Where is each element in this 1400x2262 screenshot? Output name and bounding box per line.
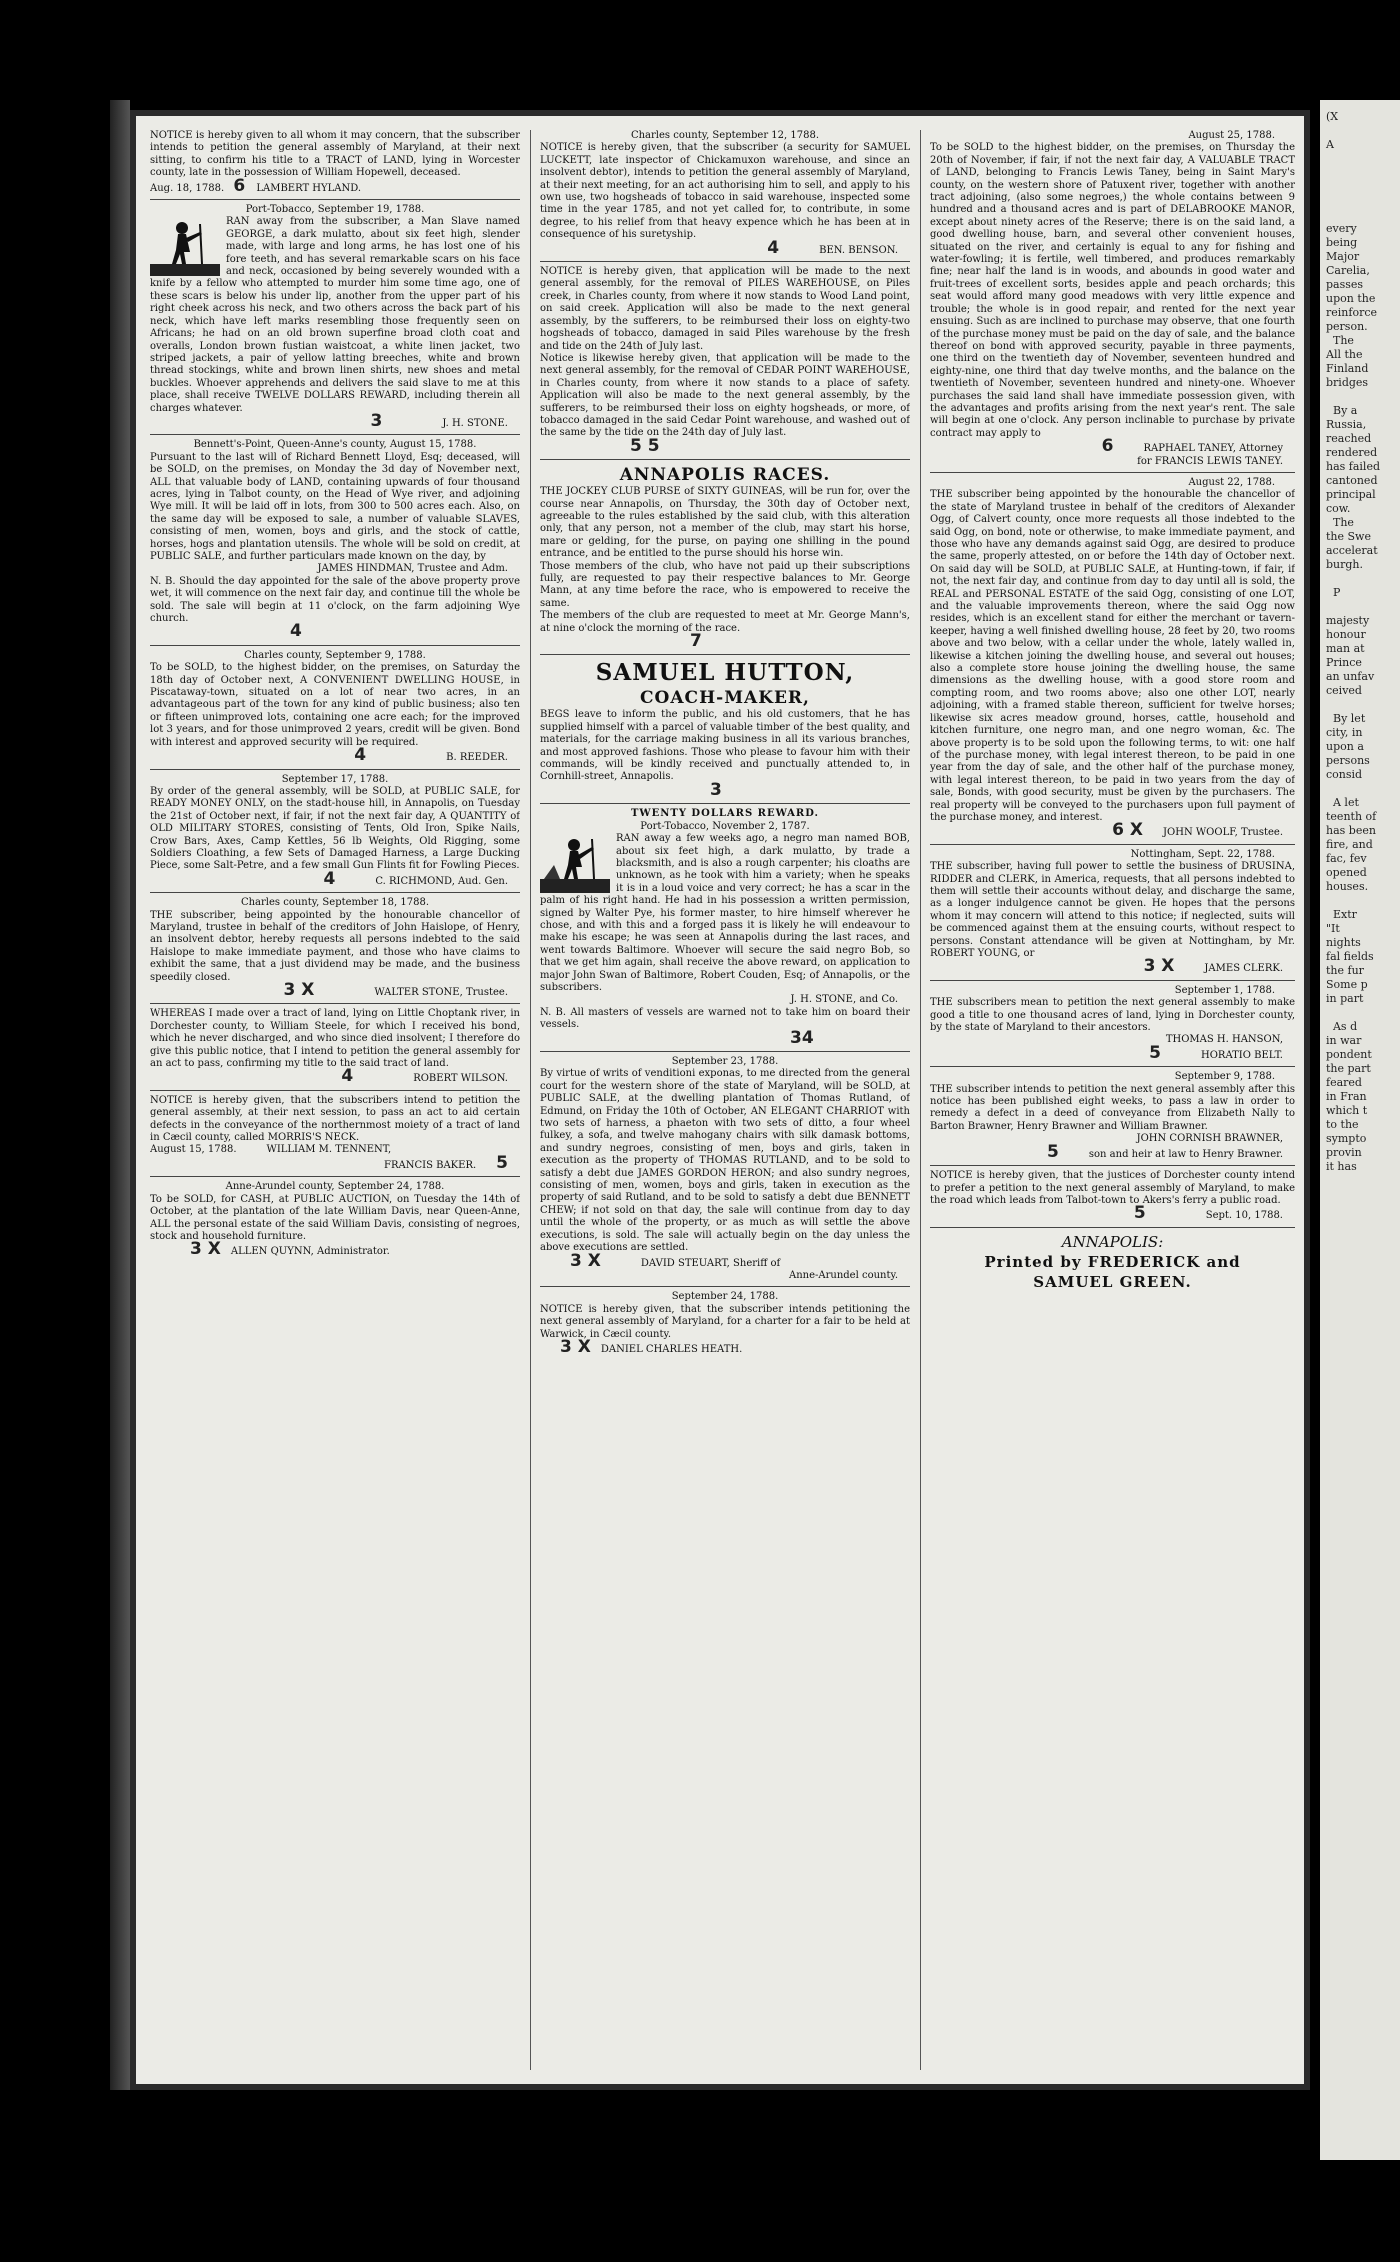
ad-date: Aug. 18, 1788. bbox=[150, 182, 225, 194]
ink-mark: 5 5 bbox=[630, 435, 660, 456]
divider bbox=[150, 434, 520, 435]
ad-signature-2: Anne-Arundel county. bbox=[789, 1269, 898, 1281]
facing-page-text: (X A every being Major Carelia, passes upon the reinforce person. The All the Finland bridges By a Russia, reached rendered has failed cantoned principal cow. The the Swe accelerat burgh. P majesty honour man at Prince an unfav ceived By let city, in upon a persons consid A let teenth of has been fire, and fac, fev opened houses. Extr "It nights fal fields the fur Some p in part As d in war pondent the part feared in Fran which t to the sympto provin it has bbox=[1326, 110, 1381, 1173]
ink-mark: 3 X bbox=[570, 1250, 601, 1271]
divider bbox=[540, 459, 910, 460]
ad-body: To be SOLD, to the highest bidder, on the premises, on Saturday the 18th day of October next, A CONVENIENT DWELLING HOUSE, in Piscataway-town, situated on a lot of near two acres, in an advantageous part of the town for any kind of public business; also ten or fifteen unimproved lots, containing one acre each; for the improved lot 3 years, and for those unimproved 2 years, credit will be given. Bond with interest and approved security will be required. bbox=[150, 662, 520, 748]
ad-signature-2: son and heir at law to Henry Brawner. bbox=[1088, 1148, 1283, 1160]
ad-dorchester-road bbox=[930, 1170, 1295, 1223]
ad-dateline: Charles county, September 9, 1788. bbox=[244, 649, 426, 661]
ad-body: THE subscriber being appointed by the honourable the chancellor of the state of Maryland trustee in behalf of the creditors of Alexander Ogg, of Calvert county, once more requests all those indebted to the said Ogg, on bond, note or otherwise, to make immediate payment, and those who have any demands against said Ogg, are desired to produce the same, properly attested, on or before the 14th day of October next. On said day will be SOLD, at PUBLIC SALE, at Hunting-town, if fair, if not, the next fair day, and continue from day to day until all is sold, the REAL and PERSONAL ESTATE of the said Ogg, consisting of one LOT, and the valuable improvements thereon, where the said Ogg now resides, which is an excellent stand for either the merchant or tavern-keeper, having a well finished dwelling house, 28 feet by 20, two rooms above and two below, with a cellar under the whole, lately walled in, likewise a kitchen joining the dwelling house, and several out houses; also a complete store house joining the dwelling house, the same dimensions as the dwelling house, with a good store room and compting room, and two rooms above; also one other LOT, nearly adjoining, with a framed stable thereon, sufficient for twelve horses; likewise six acres meadow ground, horses, cattle, household and kitchen furniture, one negro man, and one negro woman, &c. The above property is to be sold upon the following terms, to wit: one half of the purchase money, with legal interest thereon, to be paid in one year from the day of sale, and the other half of the purchase money, with legal interest thereon, to be paid in two years from the day of sale, Bonds, with good security, must be given by the purchasers. The real property will be conveyed to the purchasers upon full payment of the purchase money, and interest. bbox=[930, 489, 1295, 823]
ad-signature: ROBERT WILSON. bbox=[413, 1073, 508, 1085]
ad-dateline: September 24, 1788. bbox=[671, 1291, 779, 1303]
ad-dateline: Port-Tobacco, November 2, 1787. bbox=[640, 820, 810, 832]
ink-mark: 5 bbox=[496, 1152, 508, 1173]
ad-body: NOTICE is hereby given, that the subscriber intends petitioning the next general assembly of Maryland, for a charter for a fair to be held at Warwick, in Cæcil county. bbox=[540, 1303, 910, 1340]
divider bbox=[930, 980, 1295, 981]
ink-mark: 4 bbox=[323, 868, 336, 889]
ad-quynn bbox=[150, 1181, 520, 1258]
ad-body: By order of the general assembly, will be SOLD, at PUBLIC SALE, for READY MONEY ONLY, on the stadt-house hill, in Annapolis, on Tuesday the 21st of October next, if fair, if not the next fair day, A QUANTITY of OLD MILITARY STORES, consisting of Tents, Old Iron, Spike Nails, Crow Bars, Axes, Camp Kettles, 56 lb Weights, Old Rigging, some Soldiers Cloathing, a few Sets of Damaged Harness, a Large Ducking Piece, some Salt-Petre, and a few small Gun Flints fit for Fowling Pieces. bbox=[150, 785, 520, 872]
ad-body: NOTICE is hereby given, that application will be made to the next general assembly, for the removal of PILES WAREHOUSE, on Piles creek, in Charles county, from where it now stands to Wood Land point, on said creek. Application will also be made to the next general assembly, by the sufferers, to be reimbursed their loss on eighty-two hogsheads of tobacco, damaged in said Piles warehouse by the fresh and tide on the 24th of July last. bbox=[540, 266, 910, 352]
facing-page-edge bbox=[1320, 100, 1400, 2160]
divider bbox=[150, 769, 520, 770]
ad-hutton bbox=[540, 659, 910, 799]
ad-dateline: Bennett's-Point, Queen-Anne's county, August 15, 1788. bbox=[193, 439, 477, 451]
ad-signature: LAMBERT HYLAND. bbox=[256, 182, 362, 194]
ad-dateline: September 17, 1788. bbox=[281, 773, 389, 785]
ad-body: NOTICE is hereby given, that the justices of Dorchester county intend to prefer a petition to the next general assembly of Maryland, to make the road which leads from Talbot-town to Akers's ferry a public road. bbox=[930, 1170, 1295, 1206]
ad-dateline: September 1, 1788. bbox=[1174, 984, 1275, 996]
ad-body: BEGS leave to inform the public, and his old customers, that he has supplied himself with a parcel of valuable timber of the best quality, and materials, for the carriage making business in all its various branches, and most approved fashions. Those who please to favour him with their commands, will be kindly received and punctually attended to, in Cornhill-street, Annapolis. bbox=[540, 709, 910, 783]
ad-heading: SAMUEL HUTTON, bbox=[595, 659, 855, 687]
ad-dateline: Charles county, September 12, 1788. bbox=[630, 130, 820, 141]
ad-body: NOTICE is hereby given, that the subscribers intend to petition the general assembly, at their next session, to pass an act to aid certain defects in the conveyance of the northernmost moiety of a tract of land in Cæcil county, called MORRIS'S NECK. bbox=[150, 1094, 520, 1144]
ink-mark: 7 bbox=[690, 631, 702, 652]
ad-signature-2: for FRANCIS LEWIS TANEY. bbox=[1137, 455, 1283, 467]
ad-steuart bbox=[540, 1056, 910, 1282]
divider bbox=[150, 645, 520, 646]
ad-signature: DAVID STEUART, Sheriff of bbox=[640, 1257, 781, 1269]
ad-body: THE JOCKEY CLUB PURSE of SIXTY GUINEAS, will be run for, over the course near Annapolis, on Thursday, the 30th day of October next, agreeable to the rules established by the said club, with this alteration only, that any person, not a member of the club, may start his horse, mare or gelding, for the purse, on paying one shilling in the pound entrance, and be entitled to the purse should his horse win. bbox=[540, 486, 910, 560]
divider bbox=[930, 844, 1295, 845]
ad-reeder bbox=[150, 650, 520, 765]
ad-body-2: Notice is likewise hereby given, that application will be made to the next general assembly, for the removal of CEDAR POINT WAREHOUSE, in Charles county, from where it now stands to a place of safety. Application will also be made to the next general assembly, by the sufferers, to be reimbursed their loss on eighty hogsheads, or more, of tobacco damaged in the said Cedar Point warehouse, and washed out of the same by the tide on the 24th day of July last. bbox=[540, 352, 910, 439]
ad-subheading: COACH-MAKER, bbox=[640, 688, 810, 709]
ad-signature: BEN. BENSON. bbox=[819, 244, 898, 256]
divider bbox=[540, 1051, 910, 1052]
divider bbox=[150, 1090, 520, 1091]
imprint-printer: Printed by FREDERICK and bbox=[984, 1252, 1241, 1271]
ad-signature: WALTER STONE, Trustee. bbox=[374, 987, 508, 998]
ad-body-2: Those members of the club, who have not paid up their subscriptions fully, are requested to pay their respective balances to Mr. George Mann, at any time before the race, who is empowered to receive the same. bbox=[540, 560, 910, 609]
ad-dateline: Port-Tobacco, September 19, 1788. bbox=[245, 204, 425, 216]
runaway-figure-icon bbox=[540, 835, 610, 893]
ad-dateline: Anne-Arundel county, September 24, 1788. bbox=[225, 1181, 445, 1193]
column-2 bbox=[540, 130, 910, 2070]
ad-signature: C. RICHMOND, Aud. Gen. bbox=[375, 875, 508, 887]
divider bbox=[150, 892, 520, 893]
column-1 bbox=[150, 130, 520, 2070]
ad-body: WHEREAS I made over a tract of land, lying on Little Choptank river, in Dorchester county, to William Steele, for which I received his bond, which he never discharged, and who since died insolvent; I therefore do give this public notice, that I intend to petition the general assembly for an act to pass, confirming my title to the said tract of land. bbox=[150, 1008, 520, 1070]
ink-mark: 5 bbox=[1133, 1203, 1146, 1224]
ad-runaway-george bbox=[150, 204, 520, 430]
ad-signature: FRANCIS BAKER. bbox=[384, 1159, 477, 1171]
ink-mark: 5 bbox=[1149, 1042, 1162, 1063]
ad-hyland bbox=[150, 130, 520, 195]
column-3 bbox=[930, 130, 1295, 2070]
ad-dateline: August 25, 1788. bbox=[1188, 130, 1275, 141]
ad-body: By virtue of writs of venditioni exponas, to me directed from the general court for the western shore of the state of Maryland, will be SOLD, at PUBLIC SALE, at the dwelling plantation of Thomas Rutland, of Edmund, on Friday the 10th of October, AN ELEGANT CHARRIOT with two sets of harness, a phaeton with two sets of ditto, a four wheel fulkey, a sofa, and twelve mahogany chairs with silk damask bottoms, and sundry negroes, consisting of men, boys and girls, taken in execution as the property of THOMAS RUTLAND, and to be sold to satisfy a debt due JAMES GORDON HERON; and also sundry negroes, consisting of men, women, boys and girls, taken in execution as the property of said Rutland, and to be sold to satisfy a debt due BENNETT CHEW; if not sold on that day, the sale will continue from day to day until the whole of the property, or as much as will settle the above executions, is sold. The sale will actually begin on the day unless the above executions are settled. bbox=[540, 1068, 910, 1254]
ad-signature: B. REEDER. bbox=[446, 752, 508, 764]
ad-body: RAN away from the subscriber, a Man Slave named GEORGE, a dark mulatto, about six feet high, slender made, with large and long arms, he has lost one of his fore teeth, and has several remarkable scars on his face and neck, occasioned by being severely wounded with a knife by a fellow who attempted to murder him some time ago, one of these scars is below his under lip, another from the upper part of his right cheek across his neck, and two others across the back part of his neck, which have left marks resembling those frequently seen on Africans; he had on an old brown superfine broad cloth coat and overalls, London brown fustian waistcoat, a white linen jacket, two striped jackets, a pair of yellow latting breeches, white and brown thread stockings, white and brown linen shirts, new shoes and metal buckles. Whoever apprehends and delivers the said slave to me at this place, shall receive TWELVE DOLLARS REWARD, including therein all charges whatever. bbox=[150, 216, 520, 414]
ad-signature: J. H. STONE. bbox=[442, 417, 508, 429]
ad-signature: JAMES CLERK. bbox=[1204, 963, 1283, 975]
ad-brawner bbox=[930, 1071, 1295, 1161]
ad-dateline: August 22, 1788. bbox=[1188, 476, 1275, 488]
ad-date: Sept. 10, 1788. bbox=[1205, 1210, 1283, 1222]
ad-note: N. B. All masters of vessels are warned not to take him on board their vessels. bbox=[540, 1006, 910, 1031]
ink-mark: 3 X bbox=[283, 980, 315, 1000]
ad-heath bbox=[540, 1291, 910, 1356]
divider bbox=[150, 199, 520, 200]
ad-dateline: Nottingham, Sept. 22, 1788. bbox=[1130, 848, 1275, 860]
ad-body-3: The members of the club are requested to meet at Mr. George Mann's, at nine o'clock the morning of the race. bbox=[540, 610, 910, 634]
divider bbox=[930, 1165, 1295, 1166]
runaway-figure-icon bbox=[150, 218, 220, 276]
ink-mark: 3 bbox=[370, 410, 383, 431]
printer-imprint bbox=[930, 1232, 1295, 1292]
ad-signature-2: HORATIO BELT. bbox=[1201, 1049, 1283, 1061]
ad-body: THE subscribers mean to petition the next general assembly to make good a title to one thousand acres of land, lying in Dorchester county, by the state of Maryland to their ancestors. bbox=[930, 997, 1295, 1034]
divider bbox=[930, 1066, 1295, 1067]
ad-signature: WILLIAM M. TENNENT, bbox=[266, 1144, 392, 1156]
ad-annapolis-races bbox=[540, 464, 910, 650]
ad-body: THE subscriber, having full power to settle the business of DRUSINA, RIDDER and CLERK, in America, requests, that all persons indebted to them will settle their accounts without delay, and discharge the same, as a longer indulgence cannot be given. He hopes that the persons whom it may concern will attend to this notice; if neglected, suits will be commenced against them at the ensuing courts, without respect to persons. Constant attendance will be given at Nottingham, by Mr. ROBERT YOUNG, or bbox=[930, 861, 1295, 959]
divider bbox=[930, 472, 1295, 473]
ink-mark: 6 bbox=[233, 175, 246, 196]
ad-signature: THOMAS H. HANSON, bbox=[1165, 1034, 1283, 1046]
ink-mark: 3 bbox=[710, 779, 722, 800]
ad-piles-warehouse bbox=[540, 266, 910, 455]
divider bbox=[540, 803, 910, 804]
ad-signature: ALLEN QUYNN, Administrator. bbox=[230, 1246, 390, 1258]
ink-mark: 6 X bbox=[1112, 820, 1144, 841]
ad-walter-stone bbox=[150, 897, 520, 999]
ad-body: To be SOLD to the highest bidder, on the premises, on Thursday the 20th of November, if fair, if not the next fair day, A VALUABLE TRACT of LAND, belonging to Francis Lewis Taney, being in Saint Mary's county, on the western shore of Patuxent river, together with another tract adjoining, (also some negroes,) the whole contains between 9 hundred and a thousand acres and is part of DELABROOKE MANOR, except about ninety acres of the Reserve; there is on the said land, a good dwelling house, barn, and several other convenient houses, situated on the river, and certainly is equal to any for fishing and water-fowling; it is fertile, well timbered, and produces remarkably fine; near half the land is in woods, and abounds in good water and fruit-trees of excellent sorts, besides apple and peach orchards; this seat would afford many good meadows with very little expence and trouble; the whole is in good repair, and rented for the next year ensuing. Such as are inclined to purchase may observe, that one fourth of the purchase money must be paid on the day of sale, and the balance thereof on bond with approved security, payable in three payments, one third on the twentieth day of November, seventeen hundred and eighty-nine, one third that day twelve months, and the balance on the twentieth of November, seventeen hundred and ninety-one. Whoever purchases the said land shall have immediate possession given, with the advantages and profits arising from the next year's rent. The sale will begin at one o'clock. Any person inclinable to purchase by private contract may apply to bbox=[930, 142, 1295, 439]
column-rule-2 bbox=[920, 130, 921, 2070]
newspaper-page bbox=[130, 110, 1310, 2090]
divider bbox=[540, 1286, 910, 1287]
ad-signature: DANIEL CHARLES HEATH. bbox=[600, 1343, 743, 1355]
book-gutter bbox=[110, 100, 130, 2090]
ad-body: To be SOLD, for CASH, at PUBLIC AUCTION, on Tuesday the 14th of October, at the plantation of the late William Davis, near Queen-Anne, ALL the personal estate of the said William Davis, consisting of negroes, stock and household furniture. bbox=[150, 1193, 520, 1242]
ad-wilson bbox=[150, 1008, 520, 1085]
ad-body: THE subscriber, being appointed by the honourable chancellor of Maryland, trustee in behalf of the creditors of John Haislope, of Henry, an insolvent debtor, hereby requests all persons indebted to the said Haislope to make immediate payment, and those who have claims to exhibit the same, that a just dividend may be made, and the business speedily closed. bbox=[150, 909, 520, 983]
ad-hanson bbox=[930, 985, 1295, 1062]
ad-body: THE subscriber intends to petition the next general assembly after this notice has been published eight weeks, to pass a law in order to remedy a defect in a deed of conveyance from Elizabeth Nally to Barton Brawner, Henry Brawner and William Brawner. bbox=[930, 1083, 1295, 1132]
ad-note: N. B. Should the day appointed for the sale of the above property prove wet, it will commence on the next fair day, and continue till the whole be sold. The sale will begin at 11 o'clock, on the farm adjoining Wye church. bbox=[150, 575, 520, 625]
ad-body: Pursuant to the last will of Richard Bennett Lloyd, Esq; deceased, will be SOLD, on the premises, on Monday the 3d day of November next, ALL that valuable body of LAND, containing upwards of four thousand acres, lying in Talbot county, on the Head of Wye river, and adjoining Wye mill. It will be laid off in lots, from 300 to 500 acres each. Also, on the same day will be exposed to sale, a number of valuable SLAVES, consisting of men, women, boys and girls, and the stock of cattle, horses, hogs and plantation utensils. The whole will be sold on credit, at PUBLIC SALE, and further particulars made known on the day, by bbox=[150, 451, 520, 562]
ad-date: August 15, 1788. bbox=[150, 1144, 237, 1156]
ink-mark: 3 X bbox=[560, 1336, 591, 1357]
divider bbox=[540, 654, 910, 655]
ad-signature: JAMES HINDMAN, Trustee and Adm. bbox=[317, 563, 508, 575]
ad-runaway-bob bbox=[540, 808, 910, 1047]
ink-mark: 4 bbox=[341, 1066, 354, 1087]
ad-woolf bbox=[930, 477, 1295, 840]
ad-dateline: September 23, 1788. bbox=[671, 1056, 779, 1067]
ink-mark: 34 bbox=[790, 1027, 814, 1048]
ad-dateline: September 9, 1788. bbox=[1174, 1071, 1275, 1083]
ad-taney bbox=[930, 130, 1295, 468]
ink-mark: 6 bbox=[1101, 436, 1114, 457]
ad-dateline: Charles county, September 18, 1788. bbox=[240, 897, 430, 909]
ad-clerk bbox=[930, 849, 1295, 976]
divider bbox=[540, 261, 910, 262]
ad-body: NOTICE is hereby given, that the subscriber (a security for SAMUEL LUCKETT, late inspector of Chickamuxon warehouse, and since an insolvent debtor), intends to petition the general assembly of Maryland, at their next meeting, for an act authorising him to sell, and apply to his own use, two hogsheads of tobacco in said warehouse, inspected some time in the year 1785, and not yet called for, to contribute, in some degree, to his relief from that heavy expence which he has been at in consequence of his suretyship. bbox=[540, 142, 910, 241]
imprint-printer-2: SAMUEL GREEN. bbox=[1033, 1272, 1192, 1291]
ink-mark: 4 bbox=[767, 237, 780, 258]
ad-body: NOTICE is hereby given to all whom it may concern, that the subscriber intends to petition the general assembly of Maryland, at their next sitting, to confirm his title to a TRACT of LAND, lying in Worcester county, late in the possession of William Hopewell, deceased. bbox=[150, 130, 520, 179]
ink-mark: 3 X bbox=[190, 1239, 221, 1260]
ad-heading: TWENTY DOLLARS REWARD. bbox=[630, 808, 820, 820]
column-rule-1 bbox=[530, 130, 531, 2070]
ink-mark: 4 bbox=[290, 621, 302, 642]
ink-mark: 3 X bbox=[1143, 956, 1175, 977]
ink-mark: 5 bbox=[1047, 1141, 1059, 1162]
ad-tennent bbox=[150, 1095, 520, 1172]
imprint-place: ANNAPOLIS: bbox=[1061, 1232, 1164, 1251]
divider bbox=[150, 1176, 520, 1177]
ink-mark: 4 bbox=[354, 745, 367, 766]
ad-benson bbox=[540, 130, 910, 257]
ad-signature: RAPHAEL TANEY, Attorney bbox=[1143, 443, 1283, 455]
ad-body: RAN away a few weeks ago, a negro man named BOB, about six feet high, a dark mulatto, by trade a blacksmith, and is also a rough carpenter; his cloaths are unknown, as he took with him a variety; when he speaks it is in a loud voice and very correct; he has a scar in the palm of his right hand. He had in his possession a written permission, signed by Walter Pye, his former master, to hire himself wherever he chose, and with this and a forged pass it is likely he will endeavour to make his escape; he was seen at Annapolis during the last races, and went towards Baltimore. Whoever will secure the said negro Bob, so that we get him again, shall receive the above reward, on application to major John Swan of Baltimore, Robert Couden, Esq; of Annapolis, or the subscribers. bbox=[540, 833, 910, 993]
divider bbox=[150, 1003, 520, 1004]
ad-richmond bbox=[150, 774, 520, 889]
ad-hindman bbox=[150, 439, 520, 641]
divider bbox=[930, 1227, 1295, 1228]
ad-signature: JOHN WOOLF, Trustee. bbox=[1163, 827, 1283, 839]
ad-heading: ANNAPOLIS RACES. bbox=[619, 465, 831, 486]
ad-signature: J. H. STONE, and Co. bbox=[790, 994, 898, 1006]
ad-signature: JOHN CORNISH BRAWNER, bbox=[1136, 1133, 1283, 1145]
